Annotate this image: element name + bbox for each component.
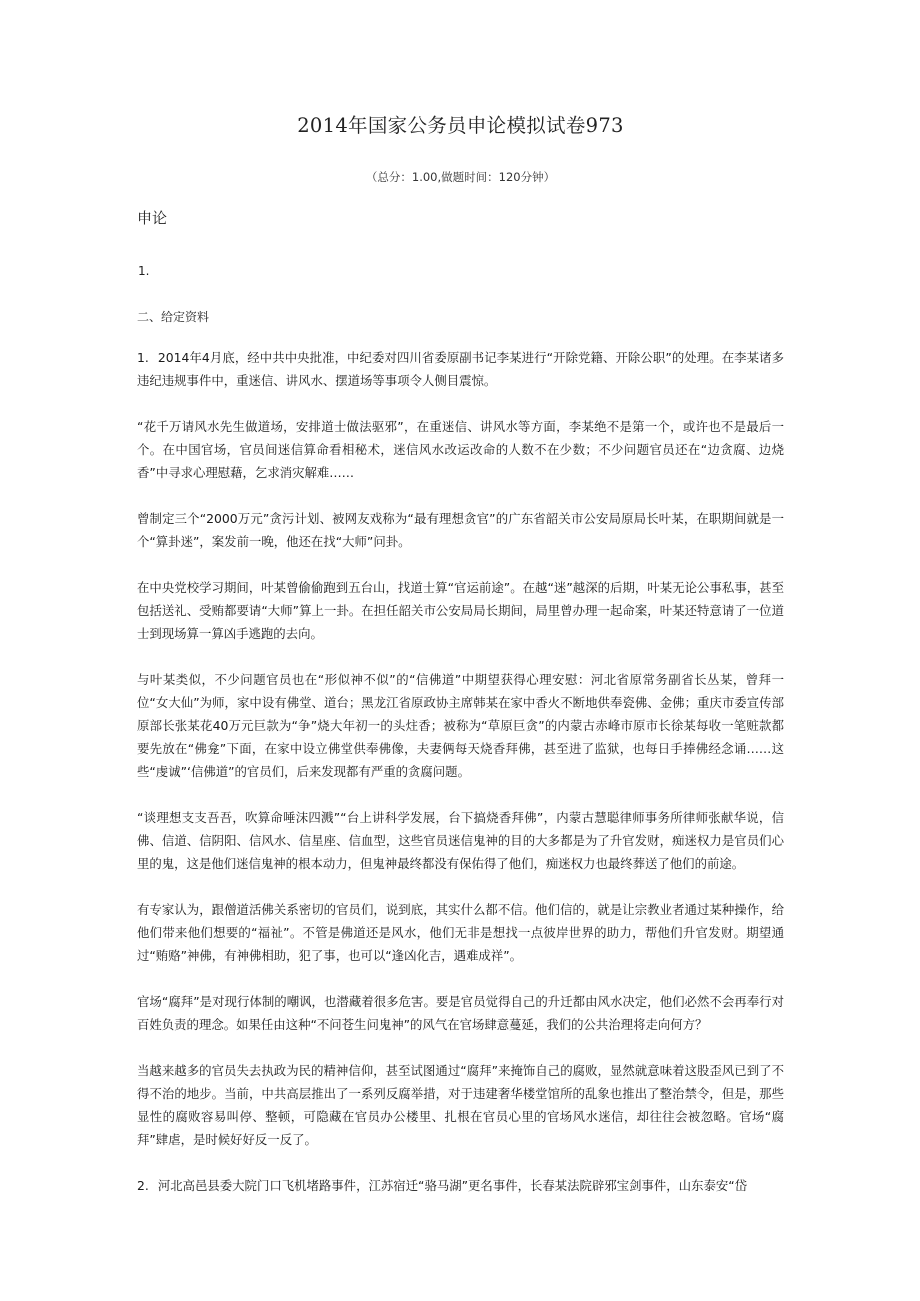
paragraph xyxy=(137,990,784,1036)
material-body xyxy=(137,346,784,1220)
paragraph-text: “花千万请风水先生做道场，安排道士做法驱邪”，在重迷信、讲风水等方面，李某绝不是第一个，或许也不是最后一个。在中国官场，官员间迷信算命看相秘术，迷信风水改运改命的人数不在少数；不少问题官员还在“边贪腐、边烧香”中寻求心理慰藉，乞求消灾解难…… xyxy=(137,419,784,480)
paragraph xyxy=(137,576,784,645)
paragraph xyxy=(137,1059,784,1151)
paragraph-text: 与叶某类似，不少问题官员也在“形似神不似”的“信佛道”中期望获得心理安慰：河北省原常务副省长丛某，曾拜一位“女大仙”为师，家中设有佛堂、道台；黑龙江省原政协主席韩某在家中香火不断地供奉瓷佛、金佛；重庆市委宣传部原部长张某花40万元巨款为“争”烧大年初一的头炷香；被称为“草原巨贪”的内蒙古赤峰市原市长徐某每收一笔赃款都要先放在“佛龛”下面，在家中设立佛堂供奉佛像，夫妻俩每天烧香拜佛，甚至进了监狱，也每日手捧佛经念诵……这些“虔诚”‘信佛道”的官员们，后来发现都有严重的贪腐问题。 xyxy=(137,672,784,779)
document-subtitle: （总分：1.00,做题时间：120分钟） xyxy=(365,170,556,184)
paragraph-text: “谈理想支支吾吾，吹算命唾沫四溅”“台上讲科学发展，台下搞烧香拜佛”，内蒙古慧聪律师事务所律师张献华说，信佛、信道、信阴阳、信风水、信星座、信血型，这些官员迷信鬼神的目的大多都是为了升官发财，痴迷权力是官员们心里的鬼，这是他们迷信鬼神的根本动力，但鬼神最终都没有保佑得了他们，痴迷权力也最终葬送了他们的前途。 xyxy=(137,810,784,871)
paragraph xyxy=(137,668,784,783)
paragraph-text: 在中央党校学习期间，叶某曾偷偷跑到五台山，找道士算“官运前途”。在越“迷”越深的后期，叶某无论公事私事，甚至包括送礼、受贿都要请“大师”算上一卦。在担任韶关市公安局局长期间，局里曾办理一起命案，叶某还特意请了一位道士到现场算一算凶手逃跑的去向。 xyxy=(137,580,784,641)
paragraph xyxy=(137,507,784,553)
item-number: 2. xyxy=(137,1178,149,1193)
paragraph-text: 官场“腐拜”是对现行体制的嘲讽，也潜藏着很多危害。要是官员觉得自己的升迁都由风水决定，他们必然不会再奉行对百姓负责的理念。如果任由这种“不问苍生问鬼神”的风气在官场肆意蔓延，我们的公共治理将走向何方？ xyxy=(137,994,784,1032)
paragraph xyxy=(137,415,784,484)
paragraph-text: 2014年4月底，经中共中央批准，中纪委对四川省委原副书记李某进行“开除党籍、开除公职”的处理。在李某诸多违纪违规事件中，重迷信、讲风水、摆道场等事项令人侧目震惊。 xyxy=(137,350,784,388)
paragraph-text: 当越来越多的官员失去执政为民的精神信仰，甚至试图通过“腐拜”来掩饰自己的腐败，显然就意味着这股歪风已到了不得不治的地步。当前，中共高层推出了一系列反腐举措，对于违建奢华楼堂馆所的乱象也推出了整治禁令，但是，那些显性的腐败容易叫停、整顿，可隐藏在官员办公楼里、扎根在官员心里的官场风水迷信，却往往会被忽略。官场“腐拜”肆虐，是时候好好反一反了。 xyxy=(137,1063,784,1147)
question-number: 1. xyxy=(138,264,150,278)
document-title: 2014年国家公务员申论模拟试卷973 xyxy=(297,114,624,137)
paragraph-text: 河北高邑县委大院门口飞机堵路事件，江苏宿迁“骆马湖”更名事件，长春某法院辟邪宝剑事件，山东泰安“岱 xyxy=(157,1178,748,1193)
paragraph xyxy=(137,898,784,967)
paragraph-text: 有专家认为，跟僧道活佛关系密切的官员们，说到底，其实什么都不信。他们信的，就是让宗教业者通过某种操作，给他们带来他们想要的“福祉”。不管是佛道还是风水，他们无非是想找一点彼岸世界的助力，帮他们升官发财。期望通过“贿赂”神佛，有神佛相助，犯了事，也可以“逢凶化吉，遇难成祥”。 xyxy=(137,902,784,963)
item-number: 1. xyxy=(137,350,149,365)
paragraph xyxy=(137,1174,784,1197)
paragraph xyxy=(137,806,784,875)
subsection-heading: 二、给定资料 xyxy=(137,310,210,324)
section-heading: 申论 xyxy=(137,209,168,227)
paragraph xyxy=(137,346,784,392)
paragraph-text: 曾制定三个“2000万元”贪污计划、被网友戏称为“最有理想贪官”的广东省韶关市公安局原局长叶某，在职期间就是一个“算卦迷”，案发前一晚，他还在找“大师”问卦。 xyxy=(137,511,784,549)
